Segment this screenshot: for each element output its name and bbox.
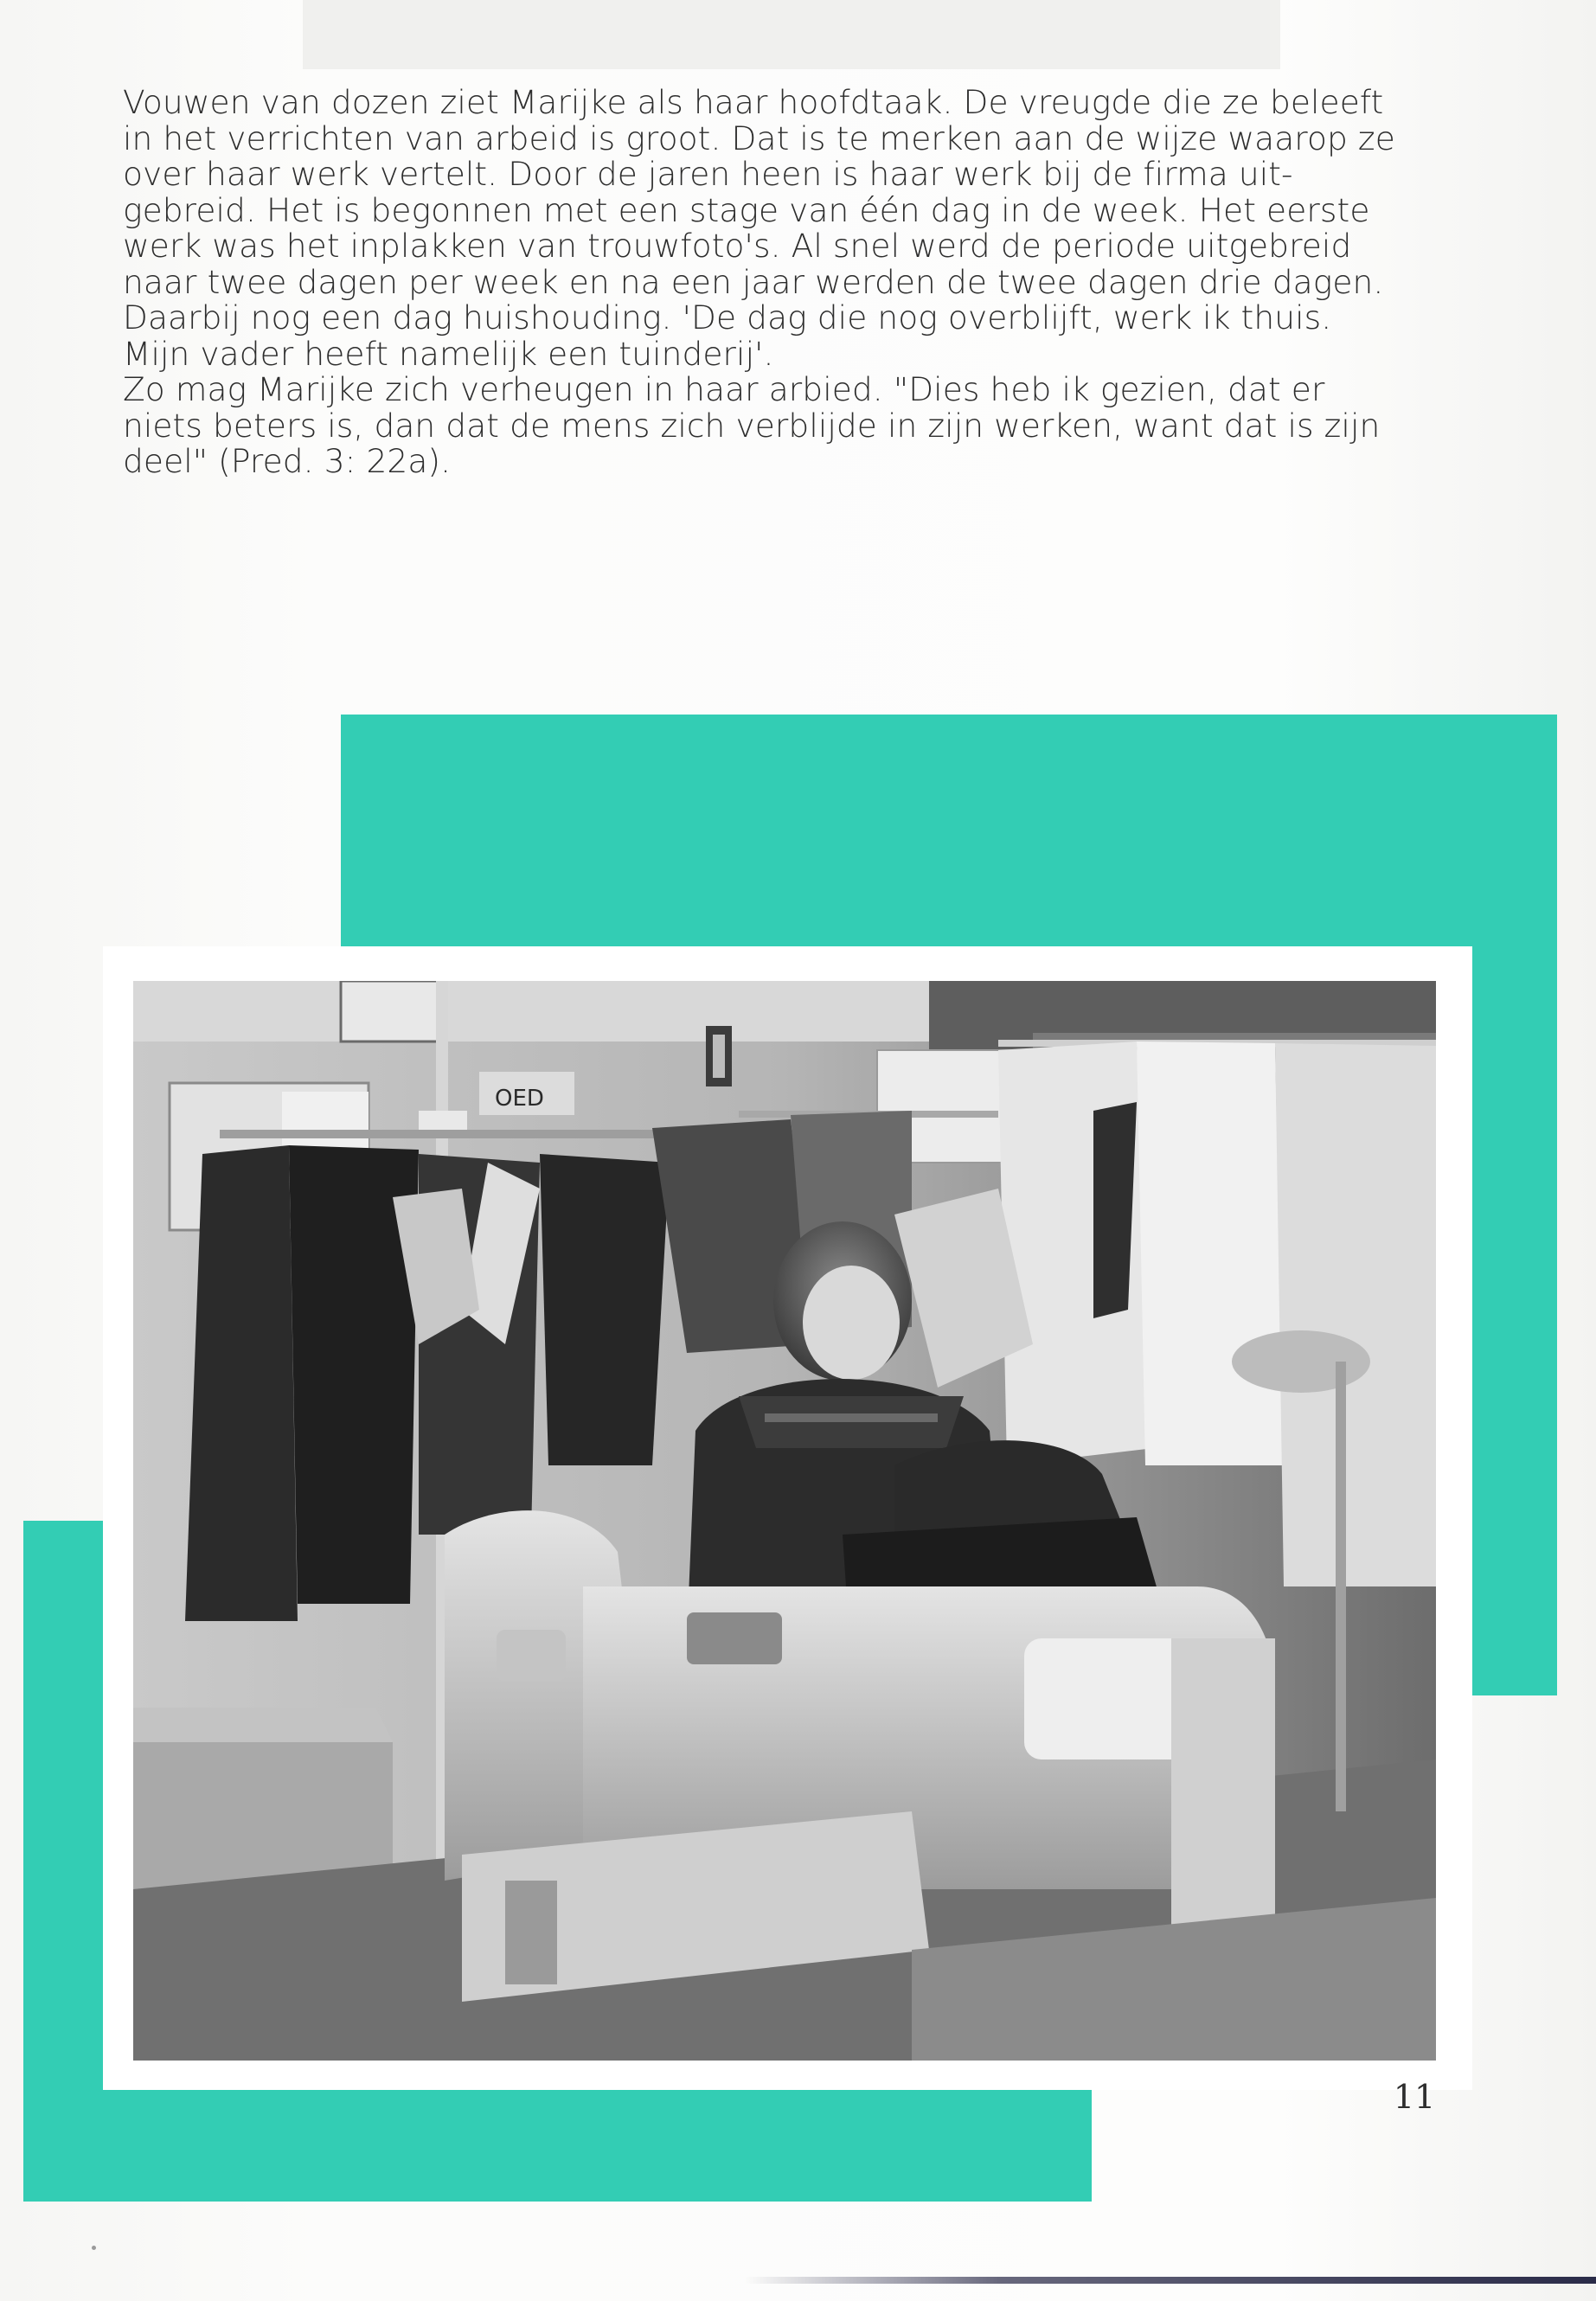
- article-line: deel" (Pred. 3: 22a).: [123, 442, 452, 480]
- article-line: naar twee dagen per week en na een jaar werden de twee dagen drie dagen.: [123, 262, 1384, 301]
- article-line: Vouwen van dozen ziet Marijke als haar hoofdtaak. De vreugde die ze beleeft: [123, 83, 1384, 121]
- article-line: in het verrichten van arbeid is groot. Dat is te merken aan de wijze waarop ze: [123, 119, 1395, 157]
- article-line: gebreid. Het is begonnen met een stage van één dag in de week. Het eerste: [123, 190, 1370, 229]
- scan-top-band: [303, 0, 1280, 69]
- accent-block-top: [341, 715, 1557, 946]
- workshop-photo: [133, 981, 1436, 2061]
- accent-block-bottom: [23, 2090, 1092, 2202]
- scan-bottom-edge: [744, 2277, 1596, 2284]
- scan-speck: [92, 2246, 96, 2250]
- page-number: 11: [1393, 2078, 1436, 2116]
- article-text: [123, 85, 1472, 480]
- article-line: over haar werk vertelt. Door de jaren heen is haar werk bij de firma uit-: [123, 155, 1293, 193]
- workshop-photo-drawing: [133, 981, 1436, 2061]
- wall-sign-text: OED: [495, 1086, 544, 1112]
- article-line: Zo mag Marijke zich verheugen in haar arbied. "Dies heb ik gezien, dat er: [123, 370, 1325, 408]
- accent-block-right: [1472, 946, 1557, 1695]
- article-line: werk was het inplakken van trouwfoto's. Al snel werd de periode uitgebreid: [123, 227, 1352, 265]
- article-line: Daarbij nog een dag huishouding. 'De dag die nog overblijft, werk ik thuis.: [123, 298, 1332, 336]
- article-line: Mijn vader heeft namelijk een tuinderij'.: [123, 334, 774, 373]
- article-line: niets beters is, dan dat de mens zich verblijde in zijn werken, want dat is zijn: [123, 406, 1381, 445]
